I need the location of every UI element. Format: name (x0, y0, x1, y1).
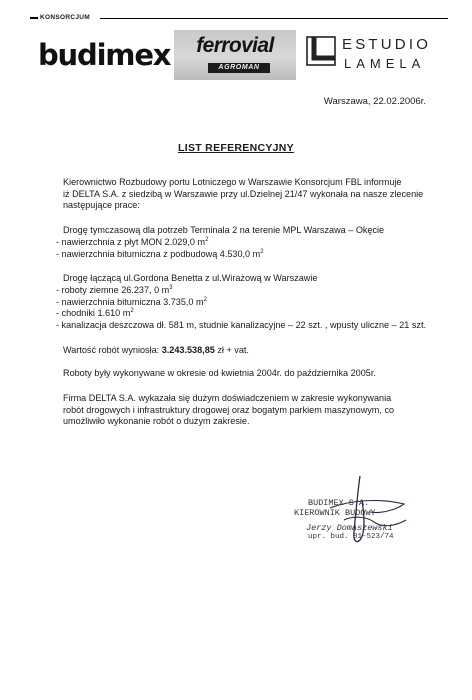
stamp-license: upr. bud. 81-523/74 (308, 533, 394, 541)
estudio-lamela-logo-icon (306, 36, 336, 66)
section-heading: Drogę łączącą ul.Gordona Benetta z ul.Wirażową w Warszawie (63, 273, 318, 283)
lamela-wordmark: LAMELA (344, 56, 426, 71)
ferrovial-logo (174, 30, 296, 80)
list-item: - roboty ziemne 26.237, 0 $m^3$ (56, 284, 173, 295)
list-item: - chodniki 1.610 $m^2$ (56, 308, 134, 319)
section-connecting-road (63, 273, 443, 285)
budimex-logo: budimex (38, 38, 171, 72)
stamp-company: BUDIMEX S.A. (308, 498, 370, 508)
value-suffix: zł + vat. (214, 345, 249, 355)
contract-value (63, 345, 443, 357)
section-temporary-road (63, 225, 443, 237)
letter-title: LIST REFERENCYJNY (178, 142, 294, 154)
letterhead-rule (100, 18, 448, 19)
estudio-wordmark: ESTUDIO (342, 36, 432, 53)
stamp-position: KIEROWNIK BUDOWY (294, 508, 376, 518)
list-item: - nawierzchnia bitumiczna 3.735,0 $m^2$ (56, 296, 207, 307)
closing-line: umożliwiło wykonanie robót o dużym zakresie. (63, 416, 250, 427)
list-item: - nawierzchnia bitumiczna z podbudową 4.530,0 $m^2$ (56, 248, 264, 259)
list-item: - nawierzchnia z płyt MON 2.029,0 $m^2$ (56, 236, 209, 247)
list-item: - kanalizacja deszczowa dł. 581 m, studnie kanalizacyjne – 22 szt. , wpusty uliczne – 21 szt. (56, 319, 426, 330)
agroman-wordmark: AGROMAN (208, 63, 270, 73)
intro-paragraph (63, 177, 443, 212)
value-prefix: Wartość robót wyniosła: (63, 345, 162, 355)
closing-paragraph (63, 393, 443, 428)
intro-line: Kierownictwo Rozbudowy portu Lotniczego w Warszawie Konsorcjum FBL informuje (63, 177, 402, 187)
section-heading: Drogę tymczasową dla potrzeb Terminala 2 na terenie MPL Warszawa – Okęcie (63, 225, 385, 235)
intro-line: następujące prace: (63, 200, 140, 211)
consortium-label: KONSORCJUM (30, 14, 90, 21)
ferrovial-wordmark: ferrovial (196, 34, 274, 57)
stamp-name: Jerzy Domaszewski (306, 523, 393, 533)
closing-line: Firma DELTA S.A. wykazała się dużym doświadczeniem w zakresie wykonywania (63, 393, 392, 403)
closing-line: robót drogowych i infrastruktury drogowej oraz bogatym parkiem maszynowym, co (63, 404, 395, 415)
value-amount: 3.243.538,85 (161, 345, 215, 355)
work-period: Roboty były wykonywane w okresie od kwietnia 2004r. do października 2005r. (63, 368, 376, 378)
letterhead (30, 14, 448, 82)
intro-line: iż DELTA S.A. z siedzibą w Warszawie przy ul.Dzielnej 21/47 wykonała na nasze zlecenie (63, 188, 424, 199)
section-temporary-road-items (56, 237, 436, 260)
handwritten-signature (300, 470, 420, 560)
section-connecting-road-items (56, 285, 452, 331)
letter-date: Warszawa, 22.02.2006r. (323, 96, 426, 107)
